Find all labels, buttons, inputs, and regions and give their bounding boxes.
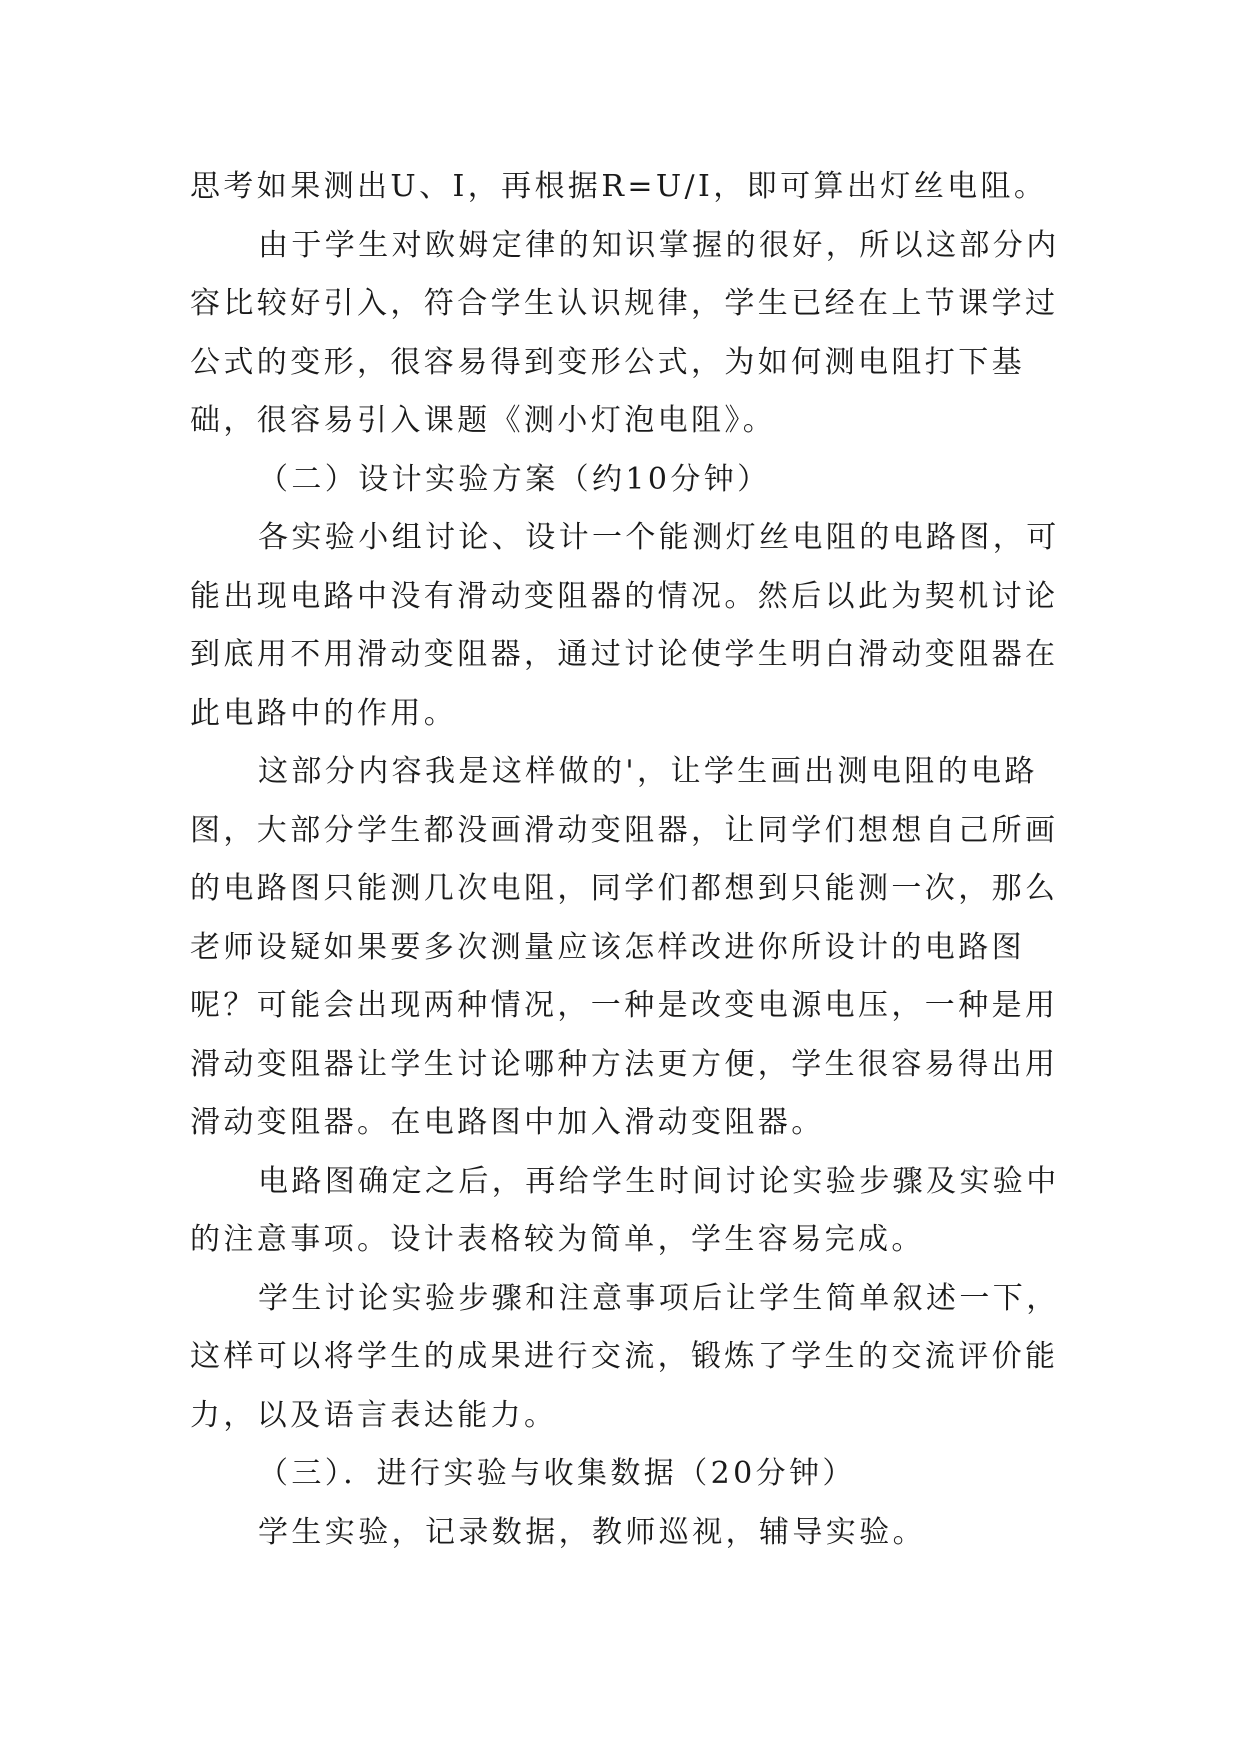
paragraph-continuation: 思考如果测出U、I，再根据R=U/I，即可算出灯丝电阻。	[190, 169, 1048, 204]
paragraph-student-exchange: 学生讨论实验步骤和注意事项后让学生简单叙述一下，这样可以将学生的成果进行交流，锻炼了学生的交流评价能力，以及语言表达能力。	[190, 1280, 1060, 1433]
paragraph-teaching-approach: 这部分内容我是这样做的'，让学生画出测电阻的电路图，大部分学生都没画滑动变阻器，让同学们想想自己所画的电路图只能测几次电阻，同学们都想到只能测一次，那么老师设疑如果要多次测量应该怎样改进你所设计的电路图呢？可能会出现两种情况，一种是改变电源电压，一种是用滑动变阻器让学生讨论哪种方法更方便，学生很容易得出用滑动变阻器。在电路图中加入滑动变阻器。	[190, 754, 1059, 1140]
paragraph-experiment-steps: 电路图确定之后，再给学生时间讨论实验步骤及实验中的注意事项。设计表格较为简单，学生容易完成。	[190, 1163, 1060, 1257]
paragraph-ohms-law-intro: 由于学生对欧姆定律的知识掌握的很好，所以这部分内容比较好引入，符合学生认识规律，学生已经在上节课学过公式的变形，很容易得到变形公式，为如何测电阻打下基础，很容易引入课题《测小灯泡电阻》。	[190, 227, 1060, 438]
section-heading-conduct-experiment: （三）．进行实验与收集数据（20分钟）	[258, 1456, 856, 1491]
paragraph-student-experiment: 学生实验，记录数据，教师巡视，辅导实验。	[258, 1514, 926, 1550]
paragraph-group-discussion: 各实验小组讨论、设计一个能测灯丝电阻的电路图，可能出现电路中没有滑动变阻器的情况。然后以此为契机讨论到底用不用滑动变阻器，通过讨论使学生明白滑动变阻器在此电路中的作用。	[190, 520, 1060, 731]
section-heading-design-experiment: （二）设计实验方案（约10分钟）	[258, 461, 771, 497]
document-body	[190, 158, 1070, 1562]
